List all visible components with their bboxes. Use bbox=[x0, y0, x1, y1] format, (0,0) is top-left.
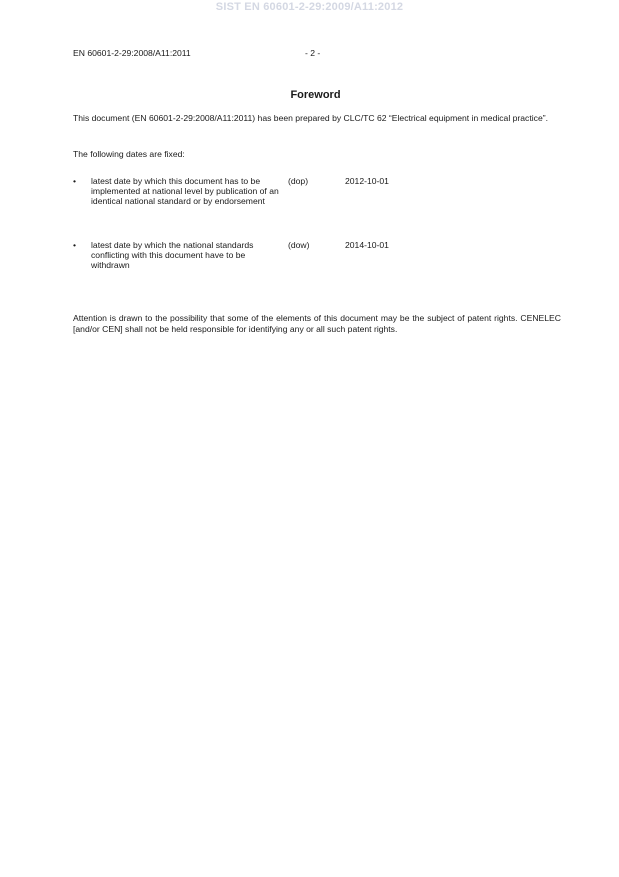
bullet-icon: • bbox=[73, 176, 77, 186]
date-description: latest date by which this document has to be implemented at national level by publication of an identical national standard or by endorsement bbox=[91, 176, 279, 206]
bullet-icon: • bbox=[73, 240, 77, 250]
date-abbreviation: (dop) bbox=[288, 176, 309, 186]
date-value: 2012-10-01 bbox=[345, 176, 389, 186]
date-abbreviation: (dow) bbox=[288, 240, 310, 250]
date-value: 2014-10-01 bbox=[345, 240, 389, 250]
page-number: - 2 - bbox=[305, 48, 321, 58]
date-description: latest date by which the national standards conflicting with this document have to be withdrawn bbox=[91, 240, 254, 270]
document-id: EN 60601-2-29:2008/A11:2011 bbox=[73, 48, 191, 58]
section-title: Foreword bbox=[290, 89, 341, 101]
fixed-dates-label: The following dates are fixed: bbox=[73, 149, 185, 159]
intro-paragraph: This document (EN 60601-2-29:2008/A11:2011) has been prepared by CLC/TC 62 “Electrical equipment in medical practice”. bbox=[73, 113, 548, 123]
attention-paragraph: Attention is drawn to the possibility that some of the elements of this document may be the subject of patent rights. CENELEC [and/or CEN] shall not be held responsible for identifying any or all such patent rights. bbox=[73, 313, 561, 334]
watermark-text: SIST EN 60601-2-29:2009/A11:2012 bbox=[215, 1, 404, 13]
